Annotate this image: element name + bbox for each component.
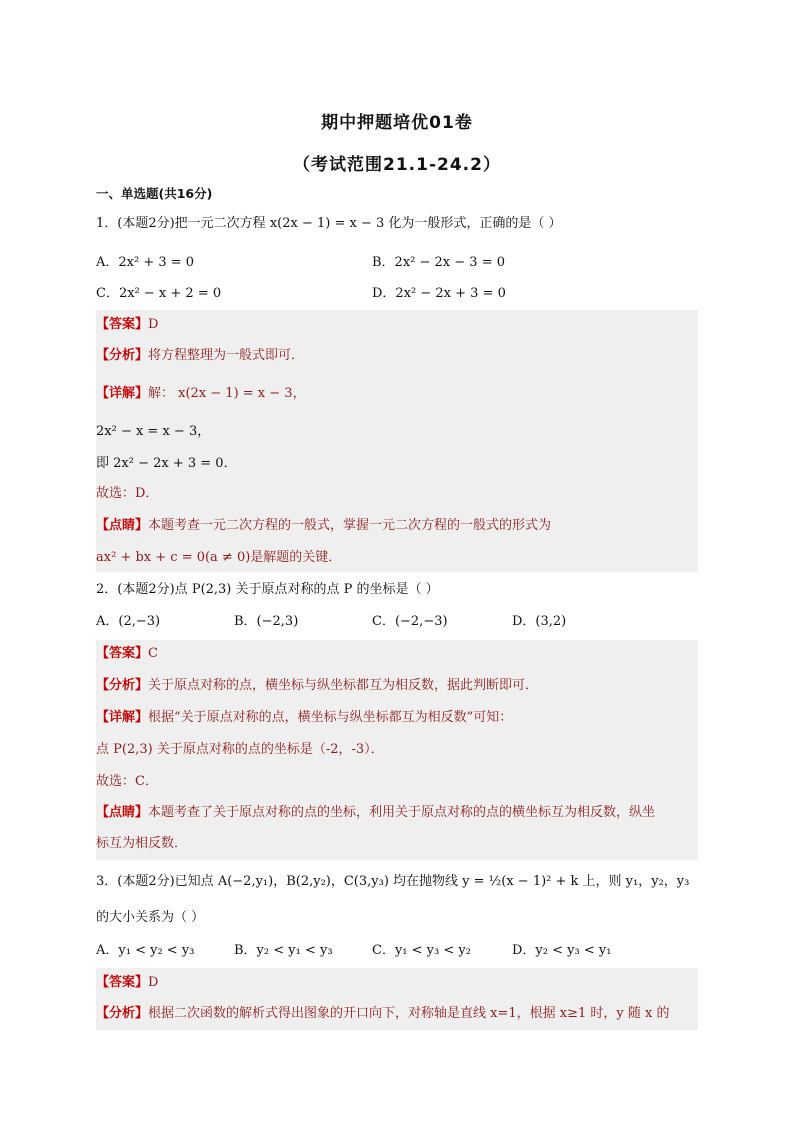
q3-answer: 【答案】D — [96, 975, 159, 990]
page-subtitle: （考试范围21.1-24.2） — [293, 155, 501, 175]
q3-option-c: C．y₁ < y₃ < y₂ — [372, 943, 471, 958]
q1-comment-2: ax² + bx + c = 0(a ≠ 0)是解题的关键． — [96, 550, 342, 565]
q1-option-d: D．2x² − 2x + 3 = 0 — [372, 286, 506, 301]
q2-choice: 故选：C． — [96, 774, 158, 789]
q1-option-c: C．2x² − x + 2 = 0 — [96, 286, 222, 301]
q3-analysis: 【分析】根据二次函数的解析式得出图象的开口向下，对称轴是直线 x=1，根据 x≥1 时，y 随 x 的 — [96, 1006, 670, 1021]
q1-answer: 【答案】D — [96, 317, 159, 332]
q2-comment-2: 标互为相反数． — [96, 836, 188, 851]
q2-analysis: 【分析】关于原点对称的点，横坐标与纵坐标都互为相反数，据此判断即可． — [96, 678, 539, 693]
q1-choice: 故选：D． — [96, 486, 159, 501]
q2-answer: 【答案】C — [96, 646, 158, 661]
page-title: 期中押题培优01卷 — [321, 113, 473, 133]
q1-option-b: B．2x² − 2x − 3 = 0 — [372, 255, 505, 270]
q2-comment: 【点睛】本题考查了关于原点对称的点的坐标，利用关于原点对称的点的横坐标互为相反数，纵坐 — [96, 805, 656, 820]
q2-option-c: C．(−2,−3) — [372, 614, 448, 629]
q2-option-d: D．(3,2) — [512, 614, 567, 629]
q1-step-2: 2x² − x = x − 3， — [96, 424, 211, 439]
q2-detail: 【详解】根据“关于原点对称的点，横坐标与纵坐标都互为相反数”可知： — [96, 710, 513, 725]
q2-option-b: B．(−2,3) — [234, 614, 299, 629]
q1-step-3: 即 2x² − 2x + 3 = 0． — [96, 456, 237, 471]
q2-step-2: 点 P(2,3) 关于原点对称的点的坐标是（-2，-3）． — [96, 742, 384, 757]
q1-analysis: 【分析】将方程整理为一般式即可． — [96, 348, 305, 363]
question-3-stem: 3．(本题2分)已知点 A(−2,y₁)，B(2,y₂)，C(3,y₃) 均在抛物线 y = ½(x − 1)² + k 上，则 y₁，y₂，y₃ — [96, 874, 690, 889]
q1-option-a: A．2x² + 3 = 0 — [96, 255, 195, 270]
q3-option-b: B．y₂ < y₁ < y₃ — [234, 943, 333, 958]
q1-detail: 【详解】解： x(2x − 1) = x − 3， — [96, 386, 306, 401]
question-3-stem-2: 的大小关系为（ ） — [96, 910, 205, 925]
q1-comment: 【点睛】本题考查一元二次方程的一般式，掌握一元二次方程的一般式的形式为 — [96, 518, 552, 533]
question-2-stem: 2．(本题2分)点 P(2,3) 关于原点对称的点 P 的坐标是（ ） — [96, 582, 439, 597]
q3-option-d: D．y₂ < y₃ < y₁ — [512, 943, 612, 958]
question-1-stem: 1．(本题2分)把一元二次方程 x(2x − 1) = x − 3 化为一般形式，正确的是（ ） — [96, 216, 562, 231]
q3-option-a: A．y₁ < y₂ < y₃ — [96, 943, 195, 958]
q2-option-a: A．(2,−3) — [96, 614, 161, 629]
section-heading: 一、单选题(共16分) — [96, 186, 213, 201]
